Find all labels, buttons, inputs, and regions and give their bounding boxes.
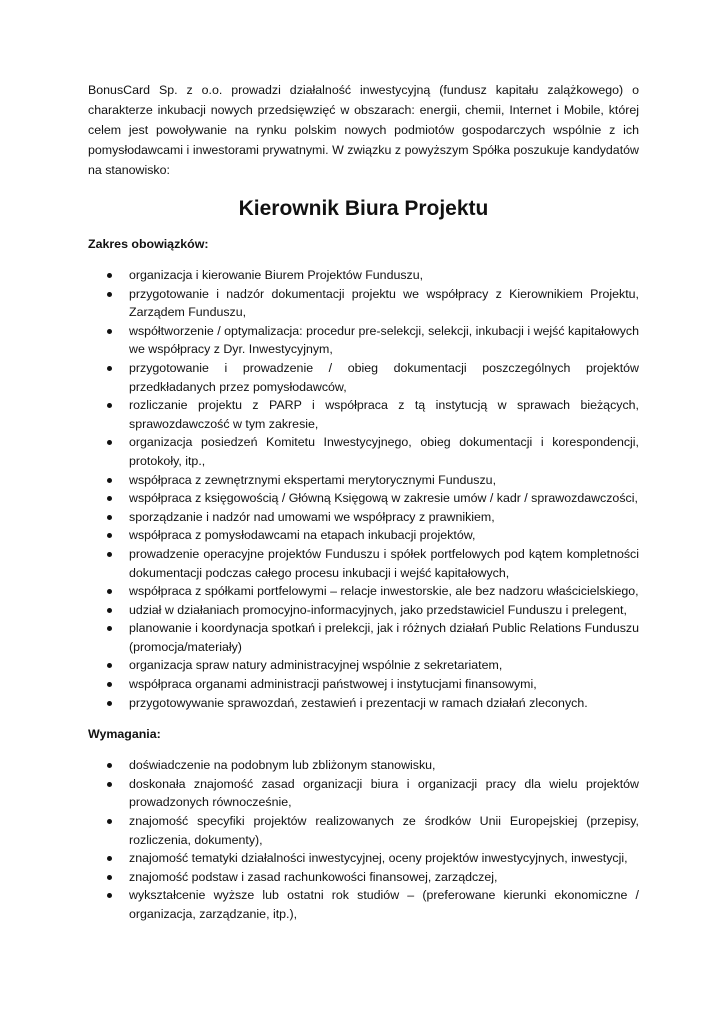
list-item: przygotowywanie sprawozdań, zestawień i prezentacji w ramach działań zleconych. xyxy=(88,694,639,713)
list-item: organizacja i kierowanie Biurem Projektów Funduszu, xyxy=(88,266,639,285)
list-item: organizacja posiedzeń Komitetu Inwestycyjnego, obieg dokumentacji i korespondencji, protokoły, itp., xyxy=(88,433,639,470)
list-item: współpraca organami administracji państwowej i instytucjami finansowymi, xyxy=(88,675,639,694)
list-item: wykształcenie wyższe lub ostatni rok studiów – (preferowane kierunki ekonomiczne / organizacja, zarządzanie, itp.), xyxy=(88,886,639,923)
list-item: współpraca z spółkami portfelowymi – relacje inwestorskie, ale bez nadzoru właścicielskiego, xyxy=(88,582,639,601)
list-item: współpraca z zewnętrznymi ekspertami merytorycznymi Funduszu, xyxy=(88,471,639,490)
list-item: organizacja spraw natury administracyjnej wspólnie z sekretariatem, xyxy=(88,656,639,675)
list-item: współpraca z księgowością / Główną Księgową w zakresie umów / kadr / sprawozdawczości, xyxy=(88,489,639,508)
list-item: znajomość podstaw i zasad rachunkowości finansowej, zarządczej, xyxy=(88,868,639,887)
list-item: doskonała znajomość zasad organizacji biura i organizacji pracy dla wielu projektów prowadzonych równocześnie, xyxy=(88,775,639,812)
list-item: prowadzenie operacyjne projektów Funduszu i spółek portfelowych pod kątem kompletności dokumentacji podczas całego procesu inkubacji i wejść kapitałowych, xyxy=(88,545,639,582)
requirements-heading: Wymagania: xyxy=(88,727,161,742)
duties-list xyxy=(88,266,639,712)
document-page xyxy=(88,80,639,924)
list-item: znajomość specyfiki projektów realizowanych ze środków Unii Europejskiej (przepisy, rozliczenia, dokumenty), xyxy=(88,812,639,849)
requirements-list xyxy=(88,756,639,923)
list-item: udział w działaniach promocyjno-informacyjnych, jako przedstawiciel Funduszu i prelegent, xyxy=(88,601,639,620)
page-title: Kierownik Biura Projektu xyxy=(238,197,489,220)
list-item: przygotowanie i nadzór dokumentacji projektu we współpracy z Kierownikiem Projektu, Zarządem Funduszu, xyxy=(88,285,639,322)
list-item: znajomość tematyki działalności inwestycyjnej, oceny projektów inwestycyjnych, inwestycji, xyxy=(88,849,639,868)
list-item: doświadczenie na podobnym lub zbliżonym stanowisku, xyxy=(88,756,639,775)
list-item: planowanie i koordynacja spotkań i prelekcji, jak i różnych działań Public Relations Funduszu (promocja/materiały) xyxy=(88,619,639,656)
intro-paragraph: BonusCard Sp. z o.o. prowadzi działalność inwestycyjną (fundusz kapitału zalążkowego) o charakterze inkubacji nowych przedsięwzięć w obszarach: energii, chemii, Internet i Mobile, której celem jest powoływanie na rynku polskim nowych podmiotów gospodarczych wspólnie z ich pomysłodawcami i inwestorami prywatnymi. W związku z powyższym Spółka poszukuje kandydatów na stanowisko: xyxy=(88,83,639,177)
list-item: współpraca z pomysłodawcami na etapach inkubacji projektów, xyxy=(88,526,639,545)
list-item: rozliczanie projektu z PARP i współpraca z tą instytucją w sprawach bieżących, sprawozdawczość w tym zakresie, xyxy=(88,396,639,433)
list-item: współtworzenie / optymalizacja: procedur pre-selekcji, selekcji, inkubacji i wejść kapitałowych we współpracy z Dyr. Inwestycyjnym, xyxy=(88,322,639,359)
list-item: sporządzanie i nadzór nad umowami we współpracy z prawnikiem, xyxy=(88,508,639,527)
list-item: przygotowanie i prowadzenie / obieg dokumentacji poszczególnych projektów przedkładanych przez pomysłodawców, xyxy=(88,359,639,396)
duties-heading: Zakres obowiązków: xyxy=(88,237,209,251)
